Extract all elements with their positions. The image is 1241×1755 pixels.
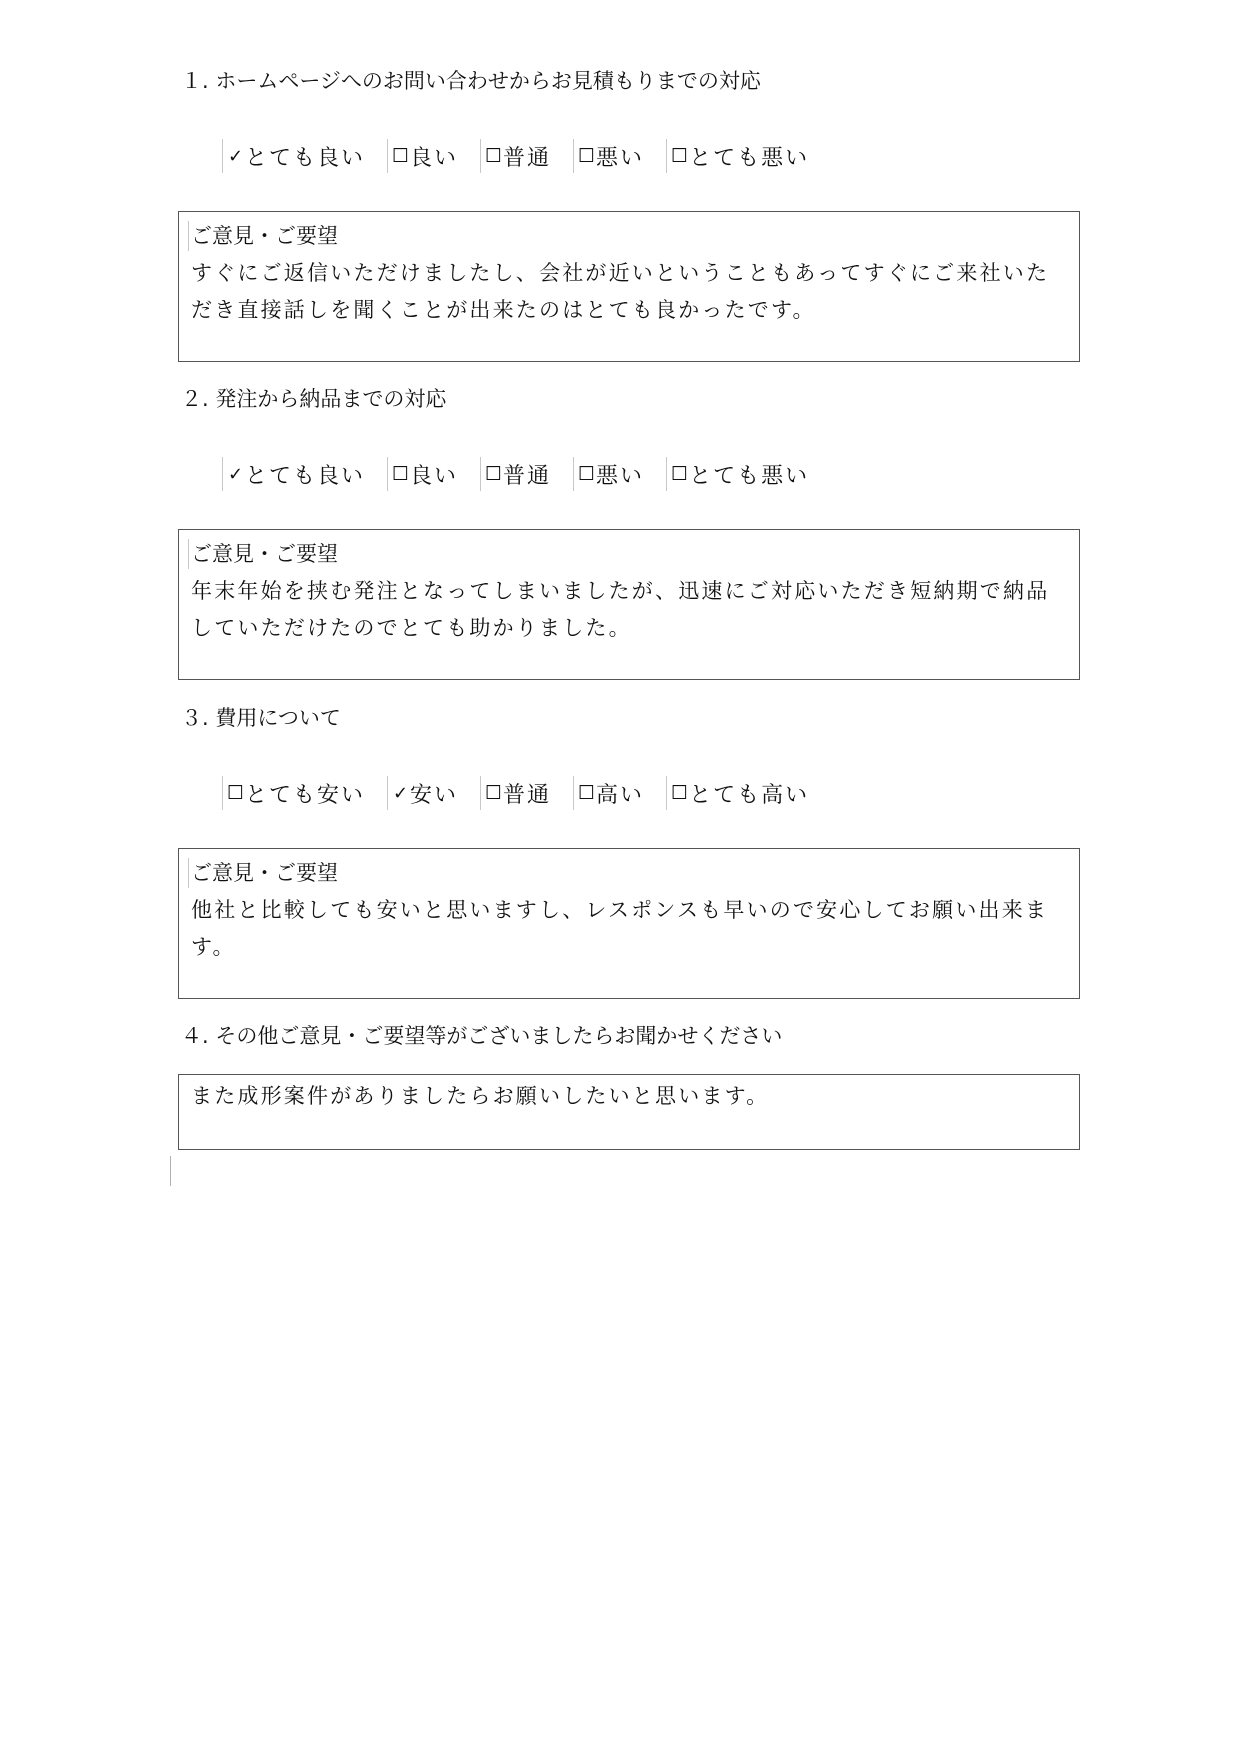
option-label: とても悪い — [689, 463, 810, 489]
option-label: 普通 — [503, 782, 552, 808]
q1-option-4[interactable] — [573, 139, 644, 173]
q3-option-4[interactable] — [573, 776, 644, 810]
question-1-options — [222, 139, 831, 173]
question-1-heading: １. ホームページへのお問い合わせからお見積もりまでの対応 — [181, 69, 761, 93]
question-4-heading: ４. その他ご意見・ご要望等がございましたらお聞かせください — [181, 1024, 783, 1048]
option-label: 良い — [410, 145, 459, 171]
option-label: 悪い — [596, 463, 645, 489]
q1-option-1[interactable] — [222, 139, 365, 173]
checkbox-empty-icon[interactable]: ☐ — [578, 145, 596, 167]
q3-option-5[interactable] — [666, 776, 809, 810]
comment-box-title: ご意見・ご要望 — [188, 539, 338, 569]
comment-text[interactable]: 年末年始を挟む発注となってしまいましたが、迅速にご対応いただき短納期で納品していただけたのでとても助かりました。 — [191, 579, 1050, 640]
q1-option-5[interactable] — [666, 139, 809, 173]
checkbox-empty-icon[interactable]: ☐ — [578, 782, 596, 804]
text-cursor — [170, 1156, 171, 1186]
question-3-options — [222, 776, 831, 810]
checkbox-empty-icon[interactable]: ☐ — [485, 463, 503, 485]
option-label: とても安い — [245, 782, 366, 808]
option-label: とても良い — [245, 463, 366, 489]
question-4-comment-box[interactable] — [178, 1074, 1080, 1150]
q2-option-4[interactable] — [573, 457, 644, 491]
checkbox-checked-icon[interactable]: ✓ — [392, 782, 409, 804]
checkbox-empty-icon[interactable]: ☐ — [391, 145, 410, 167]
comment-box-title: ご意見・ご要望 — [188, 858, 338, 888]
option-label: とても良い — [245, 145, 366, 171]
comment-box-title: ご意見・ご要望 — [188, 221, 338, 251]
question-2-options — [222, 457, 831, 491]
checkbox-empty-icon[interactable]: ☐ — [671, 782, 689, 804]
q2-option-2[interactable] — [387, 457, 458, 491]
checkbox-empty-icon[interactable]: ☐ — [485, 145, 503, 167]
q2-option-5[interactable] — [666, 457, 809, 491]
option-label: 悪い — [596, 145, 645, 171]
q3-option-1[interactable] — [222, 776, 365, 810]
comment-text[interactable]: すぐにご返信いただけましたし、会社が近いということもあってすぐにご来社いただき直接話しを聞くことが出来たのはとても良かったです。 — [191, 261, 1050, 322]
option-label: とても高い — [689, 782, 810, 808]
checkbox-checked-icon[interactable]: ✓ — [227, 145, 244, 167]
checkbox-empty-icon[interactable]: ☐ — [671, 463, 689, 485]
q3-option-3[interactable] — [480, 776, 551, 810]
option-label: 普通 — [503, 463, 552, 489]
checkbox-empty-icon[interactable]: ☐ — [391, 463, 410, 485]
question-1-comment-box[interactable] — [178, 211, 1080, 362]
q1-option-3[interactable] — [480, 139, 551, 173]
option-label: 普通 — [503, 145, 552, 171]
option-label: 安い — [410, 782, 459, 808]
checkbox-empty-icon[interactable]: ☐ — [671, 145, 689, 167]
question-2-heading: ２. 発注から納品までの対応 — [181, 387, 447, 411]
q1-option-2[interactable] — [387, 139, 458, 173]
option-label: とても悪い — [689, 145, 810, 171]
q2-option-3[interactable] — [480, 457, 551, 491]
option-label: 高い — [596, 782, 645, 808]
comment-text[interactable]: また成形案件がありましたらお願いしたいと思います。 — [191, 1084, 770, 1108]
q3-option-2[interactable] — [387, 776, 458, 810]
checkbox-checked-icon[interactable]: ✓ — [227, 463, 244, 485]
question-2-comment-box[interactable] — [178, 529, 1080, 680]
question-3-comment-box[interactable] — [178, 848, 1080, 999]
comment-text[interactable]: 他社と比較しても安いと思いますし、レスポンスも早いので安心してお願い出来ます。 — [191, 898, 1049, 959]
checkbox-empty-icon[interactable]: ☐ — [578, 463, 596, 485]
checkbox-empty-icon[interactable]: ☐ — [226, 782, 245, 804]
checkbox-empty-icon[interactable]: ☐ — [485, 782, 503, 804]
option-label: 良い — [410, 463, 459, 489]
q2-option-1[interactable] — [222, 457, 365, 491]
question-3-heading: ３. 費用について — [181, 706, 341, 730]
